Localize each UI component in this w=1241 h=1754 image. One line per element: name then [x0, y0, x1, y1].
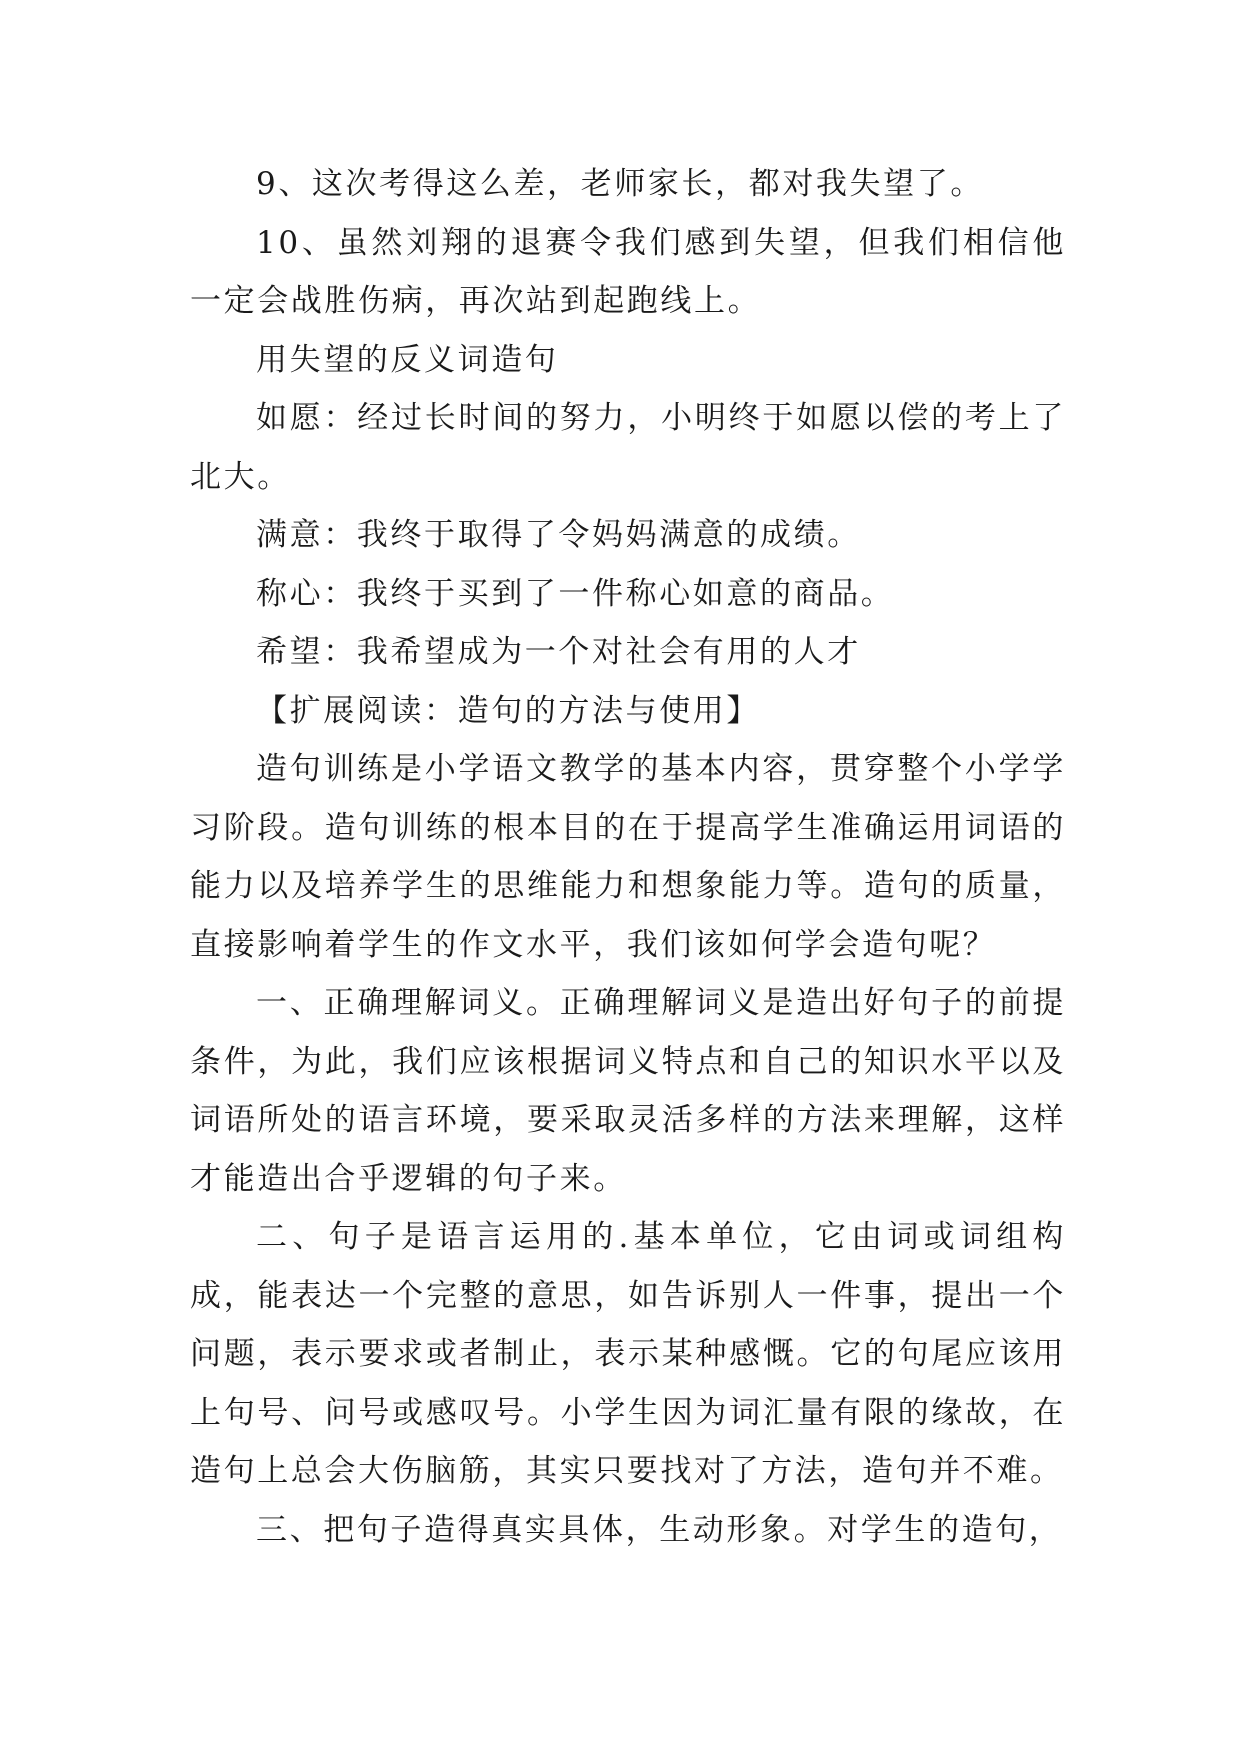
paragraph-chenxin: 称心：我终于买到了一件称心如意的商品。 — [256, 575, 895, 612]
paragraph-point-2: 二、句子是语言运用的.基本单位，它由词或词组构成，能表达一个完整的意思，如告诉别人一件事，提出一个问题，表示要求或者制止，表示某种感慨。它的句尾应该用上句号、问号或感叹号。小学生因为词汇量有限的缘故，在造句上总会大伤脑筋，其实只要找对了方法，造句并不难。 — [190, 1219, 1066, 1489]
document-page — [190, 155, 1066, 1559]
paragraph-antonym-heading: 用失望的反义词造句 — [256, 341, 559, 378]
paragraph-point-3: 三、把句子造得真实具体，生动形象。对学生的造句， — [256, 1511, 1063, 1548]
paragraph-ruyuan: 如愿：经过长时间的努力，小明终于如愿以偿的考上了北大。 — [190, 400, 1066, 495]
paragraph-extended-reading-heading: 【扩展阅读：造句的方法与使用】 — [256, 692, 760, 729]
paragraph-example-9: 9、这次考得这么差，老师家长，都对我失望了。 — [256, 166, 984, 202]
paragraph-xiwang: 希望：我希望成为一个对社会有用的人才 — [256, 634, 861, 670]
paragraph-example-10: 10、虽然刘翔的退赛令我们感到失望，但我们相信他一定会战胜伤病，再次站到起跑线上。 — [190, 224, 1066, 319]
paragraph-manyi: 满意：我终于取得了令妈妈满意的成绩。 — [256, 517, 861, 553]
paragraph-intro: 造句训练是小学语文教学的基本内容，贯穿整个小学学习阶段。造句训练的根本目的在于提高学生准确运用词语的能力以及培养学生的思维能力和想象能力等。造句的质量，直接影响着学生的作文水平，我们该如何学会造句呢？ — [190, 751, 1066, 963]
paragraph-point-1: 一、正确理解词义。正确理解词义是造出好句子的前提条件，为此，我们应该根据词义特点和自己的知识水平以及词语所处的语言环境，要采取灵活多样的方法来理解，这样才能造出合乎逻辑的句子来。 — [190, 985, 1066, 1197]
